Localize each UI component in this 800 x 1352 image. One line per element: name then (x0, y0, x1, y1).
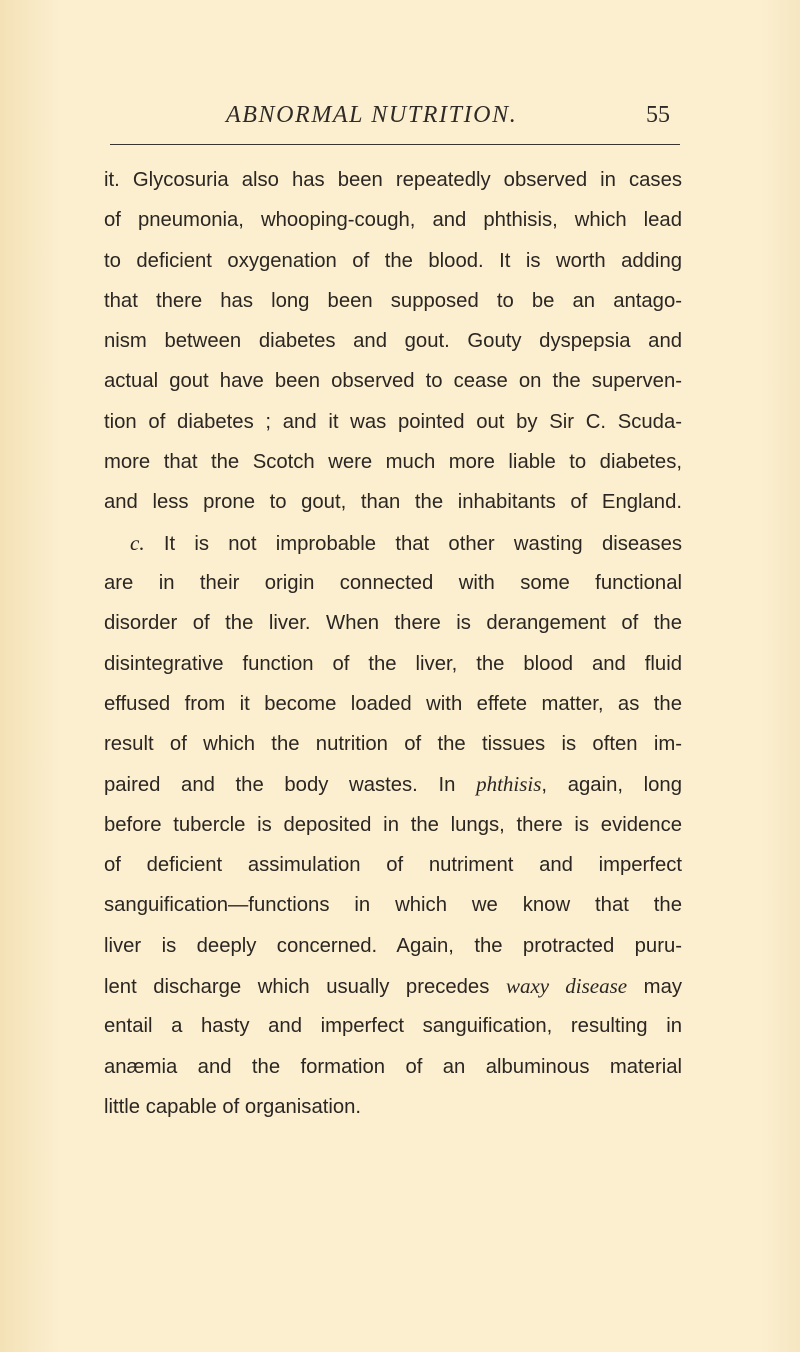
text-line: of pneumonia, whooping-cough, and phthisis, which lead (104, 209, 682, 232)
text-line: paired and the body wastes. In phthisis, again, long (104, 772, 682, 797)
text-line: sanguification—functions in which we know that the (104, 894, 682, 917)
text-line: to deficient oxygenation of the blood. It is worth adding (104, 249, 682, 272)
body-text (104, 160, 682, 1127)
text-line: tion of diabetes ; and it was pointed out by Sir C. Scuda- (104, 410, 682, 433)
text-line: of deficient assimulation of nutriment and imperfect (104, 854, 682, 877)
text-line: effused from it become loaded with effete matter, as the (104, 692, 682, 715)
text-line: nism between diabetes and gout. Gouty dyspepsia and (104, 330, 682, 353)
text-line: are in their origin connected with some functional (104, 571, 682, 594)
header-rule (110, 144, 680, 145)
page-number: 55 (646, 102, 670, 128)
text-line: disintegrative function of the liver, the blood and fluid (104, 652, 682, 675)
section-marker: c. (130, 530, 145, 555)
text-line: little capable of organisation. (104, 1095, 362, 1118)
text-line: before tubercle is deposited in the lungs, there is evidence (104, 813, 682, 836)
text-line: anæmia and the formation of an albuminous material (104, 1055, 682, 1078)
text-line: actual gout have been observed to cease on the superven- (104, 370, 682, 393)
running-header (0, 98, 800, 138)
text-line: and less prone to gout, than the inhabitants of England. (104, 491, 682, 514)
italic-term: phthisis (476, 772, 542, 797)
text-line: that there has long been supposed to be an antago- (104, 289, 682, 312)
text-line: it. Glycosuria also has been repeatedly observed in cases (104, 169, 682, 191)
italic-term: waxy disease (505, 973, 628, 998)
text-line: lent discharge which usually precedes waxy disease may (104, 973, 682, 998)
text-line: more that the Scotch were much more liable to diabetes, (104, 451, 682, 474)
text-line: disorder of the liver. When there is derangement of the (104, 612, 682, 635)
paragraph-start-line: c. It is not improbable that other wasting diseases (130, 530, 682, 555)
text-line: result of which the nutrition of the tissues is often im- (104, 733, 682, 756)
text-line: entail a hasty and imperfect sanguification, resulting in (104, 1015, 682, 1038)
running-title: ABNORMAL NUTRITION. (226, 102, 518, 128)
text-line: liver is deeply concerned. Again, the protracted puru- (104, 934, 682, 957)
